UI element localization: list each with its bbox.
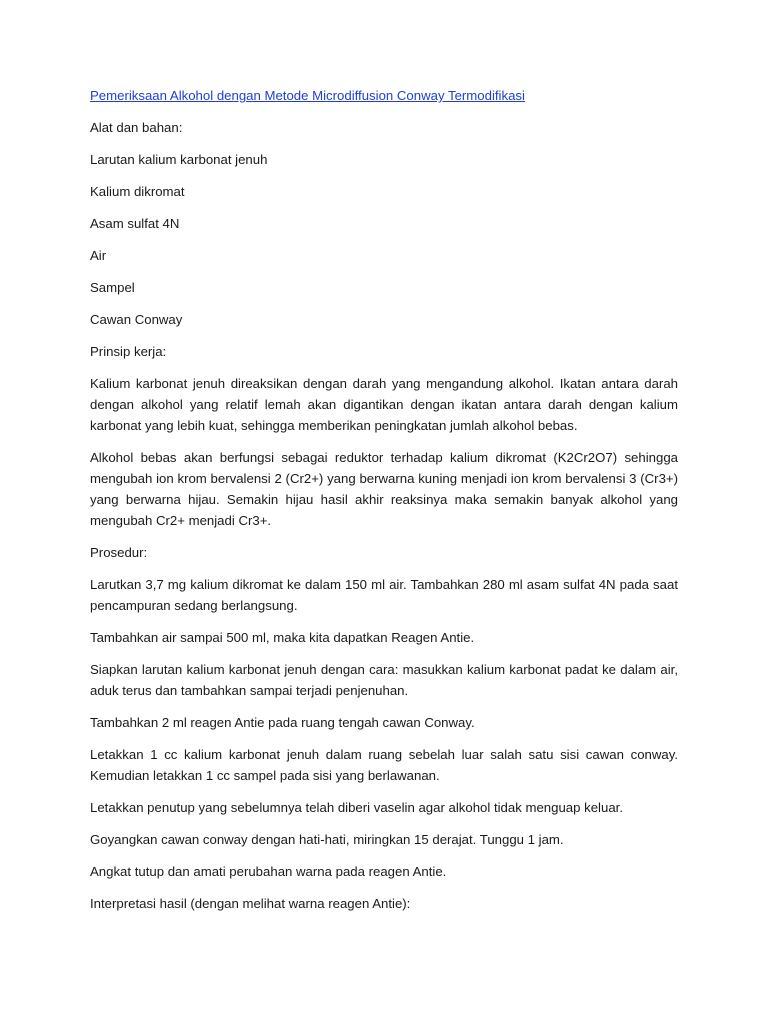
body-paragraph: Kalium karbonat jenuh direaksikan dengan darah yang mengandung alkohol. Ikatan antara darah dengan alkohol yang relatif lemah akan digantikan dengan ikatan antara darah dengan kalium karbonat yang lebih kuat, sehingga memberikan peningkatan jumlah alkohol bebas. <box>90 376 678 433</box>
procedure-step: Tambahkan 2 ml reagen Antie pada ruang tengah cawan Conway. <box>90 715 475 730</box>
material-item: Asam sulfat 4N <box>90 216 180 231</box>
procedure-step: Siapkan larutan kalium karbonat jenuh dengan cara: masukkan kalium karbonat padat ke dalam air, aduk terus dan tambahkan sampai terjadi penjenuhan. <box>90 662 678 698</box>
body-paragraph: Alkohol bebas akan berfungsi sebagai reduktor terhadap kalium dikromat (K2Cr2O7) sehingga mengubah ion krom bervalensi 2 (Cr2+) yang berwarna kuning menjadi ion krom bervalensi 3 (Cr3+) yang berwarna hijau. Semakin hijau hasil akhir reaksinya maka semakin banyak alkohol yang mengubah Cr2+ menjadi Cr3+. <box>90 450 678 528</box>
procedure-step: Angkat tutup dan amati perubahan warna pada reagen Antie. <box>90 864 447 879</box>
heading-prinsip-kerja: Prinsip kerja: <box>90 344 167 359</box>
procedure-step: Tambahkan air sampai 500 ml, maka kita dapatkan Reagen Antie. <box>90 630 475 645</box>
heading-interpretasi: Interpretasi hasil (dengan melihat warna reagen Antie): <box>90 896 411 911</box>
title-paragraph <box>90 85 678 106</box>
material-item: Cawan Conway <box>90 312 183 327</box>
procedure-step: Larutkan 3,7 mg kalium dikromat ke dalam 150 ml air. Tambahkan 280 ml asam sulfat 4N pada saat pencampuran sedang berlangsung. <box>90 577 678 613</box>
procedure-step: Letakkan 1 cc kalium karbonat jenuh dalam ruang sebelah luar salah satu sisi cawan conway. Kemudian letakkan 1 cc sampel pada sisi yang berlawanan. <box>90 747 678 783</box>
procedure-step: Goyangkan cawan conway dengan hati-hati, miringkan 15 derajat. Tunggu 1 jam. <box>90 832 564 847</box>
title-link[interactable]: Pemeriksaan Alkohol dengan Metode Microdiffusion Conway Termodifikasi <box>90 88 525 103</box>
material-item: Larutan kalium karbonat jenuh <box>90 152 268 167</box>
procedure-step: Letakkan penutup yang sebelumnya telah diberi vaselin agar alkohol tidak menguap keluar. <box>90 800 623 815</box>
heading-alat-bahan: Alat dan bahan: <box>90 120 183 135</box>
heading-prosedur: Prosedur: <box>90 545 148 560</box>
document-page <box>90 85 678 925</box>
material-item: Air <box>90 248 107 263</box>
material-item: Sampel <box>90 280 135 295</box>
material-item: Kalium dikromat <box>90 184 185 199</box>
